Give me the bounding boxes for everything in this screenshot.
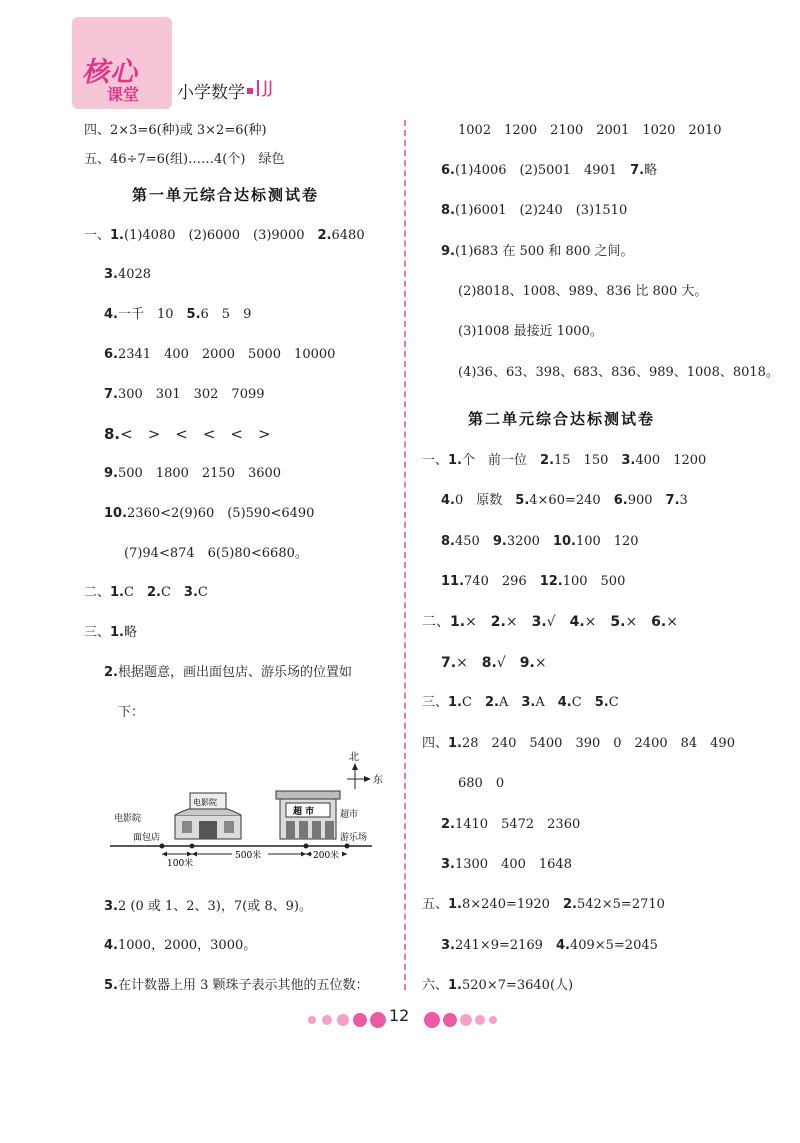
east-label: 东: [373, 775, 383, 786]
answer-line: 5.在计数器上用 3 颗珠子表示其他的五位数：: [104, 978, 369, 993]
answer-line: 三、1.略: [84, 625, 138, 640]
supermarket-sign: 超 市: [293, 807, 315, 817]
bakery-point: [160, 844, 165, 849]
decor-dot: [308, 1016, 316, 1024]
answer-line: 五、46÷7=6(组)……4(个) 绿色: [84, 152, 285, 167]
column-divider: [404, 120, 406, 990]
answer-line: 2.1410 5472 2360: [441, 817, 581, 832]
answer-line: 四、1.28 240 5400 390 0 2400 84 490: [422, 736, 735, 751]
answer-line: 二、1.× 2.× 3.√ 4.× 5.× 6.×: [422, 614, 678, 630]
answer-line: 六、1.520×7=3640(人): [422, 978, 574, 993]
supermarket-label: 超市: [340, 810, 359, 820]
answer-line: 8.450 9.3200 10.100 120: [441, 534, 639, 549]
bakery-label: 面包店: [133, 833, 161, 843]
answer-line: 一、1.(1)4080 (2)6000 (3)9000 2.6480: [84, 228, 365, 243]
page-number: 12: [389, 1006, 410, 1025]
answer-line: 五、1.8×240=1920 2.542×5=2710: [422, 897, 665, 912]
answer-line: (3)1008 最接近 1000。: [458, 324, 603, 339]
answer-line: 9.500 1800 2150 3600: [104, 466, 282, 481]
supermarket-building-icon: [276, 791, 340, 839]
svg-text:100米: 100米: [167, 859, 194, 869]
logo-subtitle: 课堂: [107, 85, 140, 104]
cinema-label: 电影院: [114, 814, 142, 824]
answer-line: 8.< > < < < >: [104, 425, 271, 443]
decor-dot: [489, 1016, 497, 1024]
answer-line: 7.× 8.√ 9.×: [441, 655, 547, 671]
answer-line: 9.(1)683 在 500 和 800 之间。: [441, 244, 634, 259]
answer-line: 一、1.个 前一位 2.15 150 3.400 1200: [422, 453, 707, 468]
answer-line: 三、1.C 2.A 3.A 4.C 5.C: [422, 695, 619, 710]
cinema-building-icon: [175, 793, 241, 839]
cinema-sign: 电影院: [193, 798, 217, 807]
decor-dot: [322, 1015, 332, 1025]
answer-line: 4.一千 10 5.6 5 9: [104, 307, 252, 322]
decor-dot: [337, 1014, 349, 1026]
svg-text:200米: 200米: [313, 851, 340, 861]
north-label: 北: [349, 752, 359, 763]
location-diagram: [100, 745, 390, 875]
answer-line: 6.2341 400 2000 5000 10000: [104, 347, 336, 362]
unit1-title: 第一单元综合达标测试卷: [132, 186, 320, 204]
answer-line: 二、1.C 2.C 3.C: [84, 585, 208, 600]
distance-arrow: [162, 852, 193, 870]
answer-line: 8.(1)6001 (2)240 (3)1510: [441, 203, 628, 218]
park-point: [345, 844, 350, 849]
decor-dot: [443, 1013, 457, 1027]
answer-line: 7.300 301 302 7099: [104, 387, 265, 402]
unit2-title: 第二单元综合达标测试卷: [468, 410, 656, 428]
decor-dot: [460, 1014, 472, 1026]
park-label: 游乐场: [340, 833, 368, 843]
answer-line: 2.根据题意，画出面包店、游乐场的位置如: [104, 665, 352, 680]
answer-line: 下：: [118, 705, 145, 720]
answer-line: 1002 1200 2100 2001 1020 2010: [458, 123, 722, 138]
svg-text:500米: 500米: [235, 851, 262, 861]
decor-dot: [475, 1015, 485, 1025]
logo-title: 核心: [82, 57, 138, 88]
subject-label: 小学数学: [177, 83, 245, 103]
decor-dot: [370, 1012, 386, 1028]
answer-line: 6.(1)4006 (2)5001 4901 7.略: [441, 163, 658, 178]
answer-line: 10.2360<2(9)60 (5)590<6490: [104, 506, 315, 521]
answer-line: 11.740 296 12.100 500: [441, 574, 626, 589]
answer-line: 4.0 原数 5.4×60=240 6.900 7.3: [441, 493, 688, 508]
answer-line: (2)8018、1008、989、836 比 800 大。: [458, 284, 708, 299]
answer-line: 3.241×9=2169 4.409×5=2045: [441, 938, 658, 953]
cinema-point: [190, 844, 195, 849]
header-separator-dot: [247, 88, 253, 94]
answer-line: 3.1300 400 1648: [441, 857, 572, 872]
edition-label: JJ: [263, 78, 274, 98]
distance-arrow: [192, 848, 306, 861]
answer-line: (4)36、63、398、683、836、989、1008、8018。: [458, 365, 779, 380]
answer-line: 四、2×3=6(种)或 3×2=6(种): [84, 123, 267, 138]
answer-line: 3.4028: [104, 267, 152, 282]
answer-line: 4.1000，2000，3000。: [104, 938, 257, 953]
decor-dot: [424, 1012, 440, 1028]
header-separator-bar: [257, 80, 259, 96]
decor-dot: [353, 1013, 367, 1027]
answer-line: 3.2 (0 或 1、2、3)，7(或 8、9)。: [104, 899, 312, 914]
supermarket-point: [304, 844, 309, 849]
distance-arrow: [306, 848, 347, 861]
compass-icon: [347, 751, 383, 789]
answer-line: 680 0: [458, 776, 505, 791]
answer-line: (7)94<874 6(5)80<6680。: [124, 546, 308, 561]
